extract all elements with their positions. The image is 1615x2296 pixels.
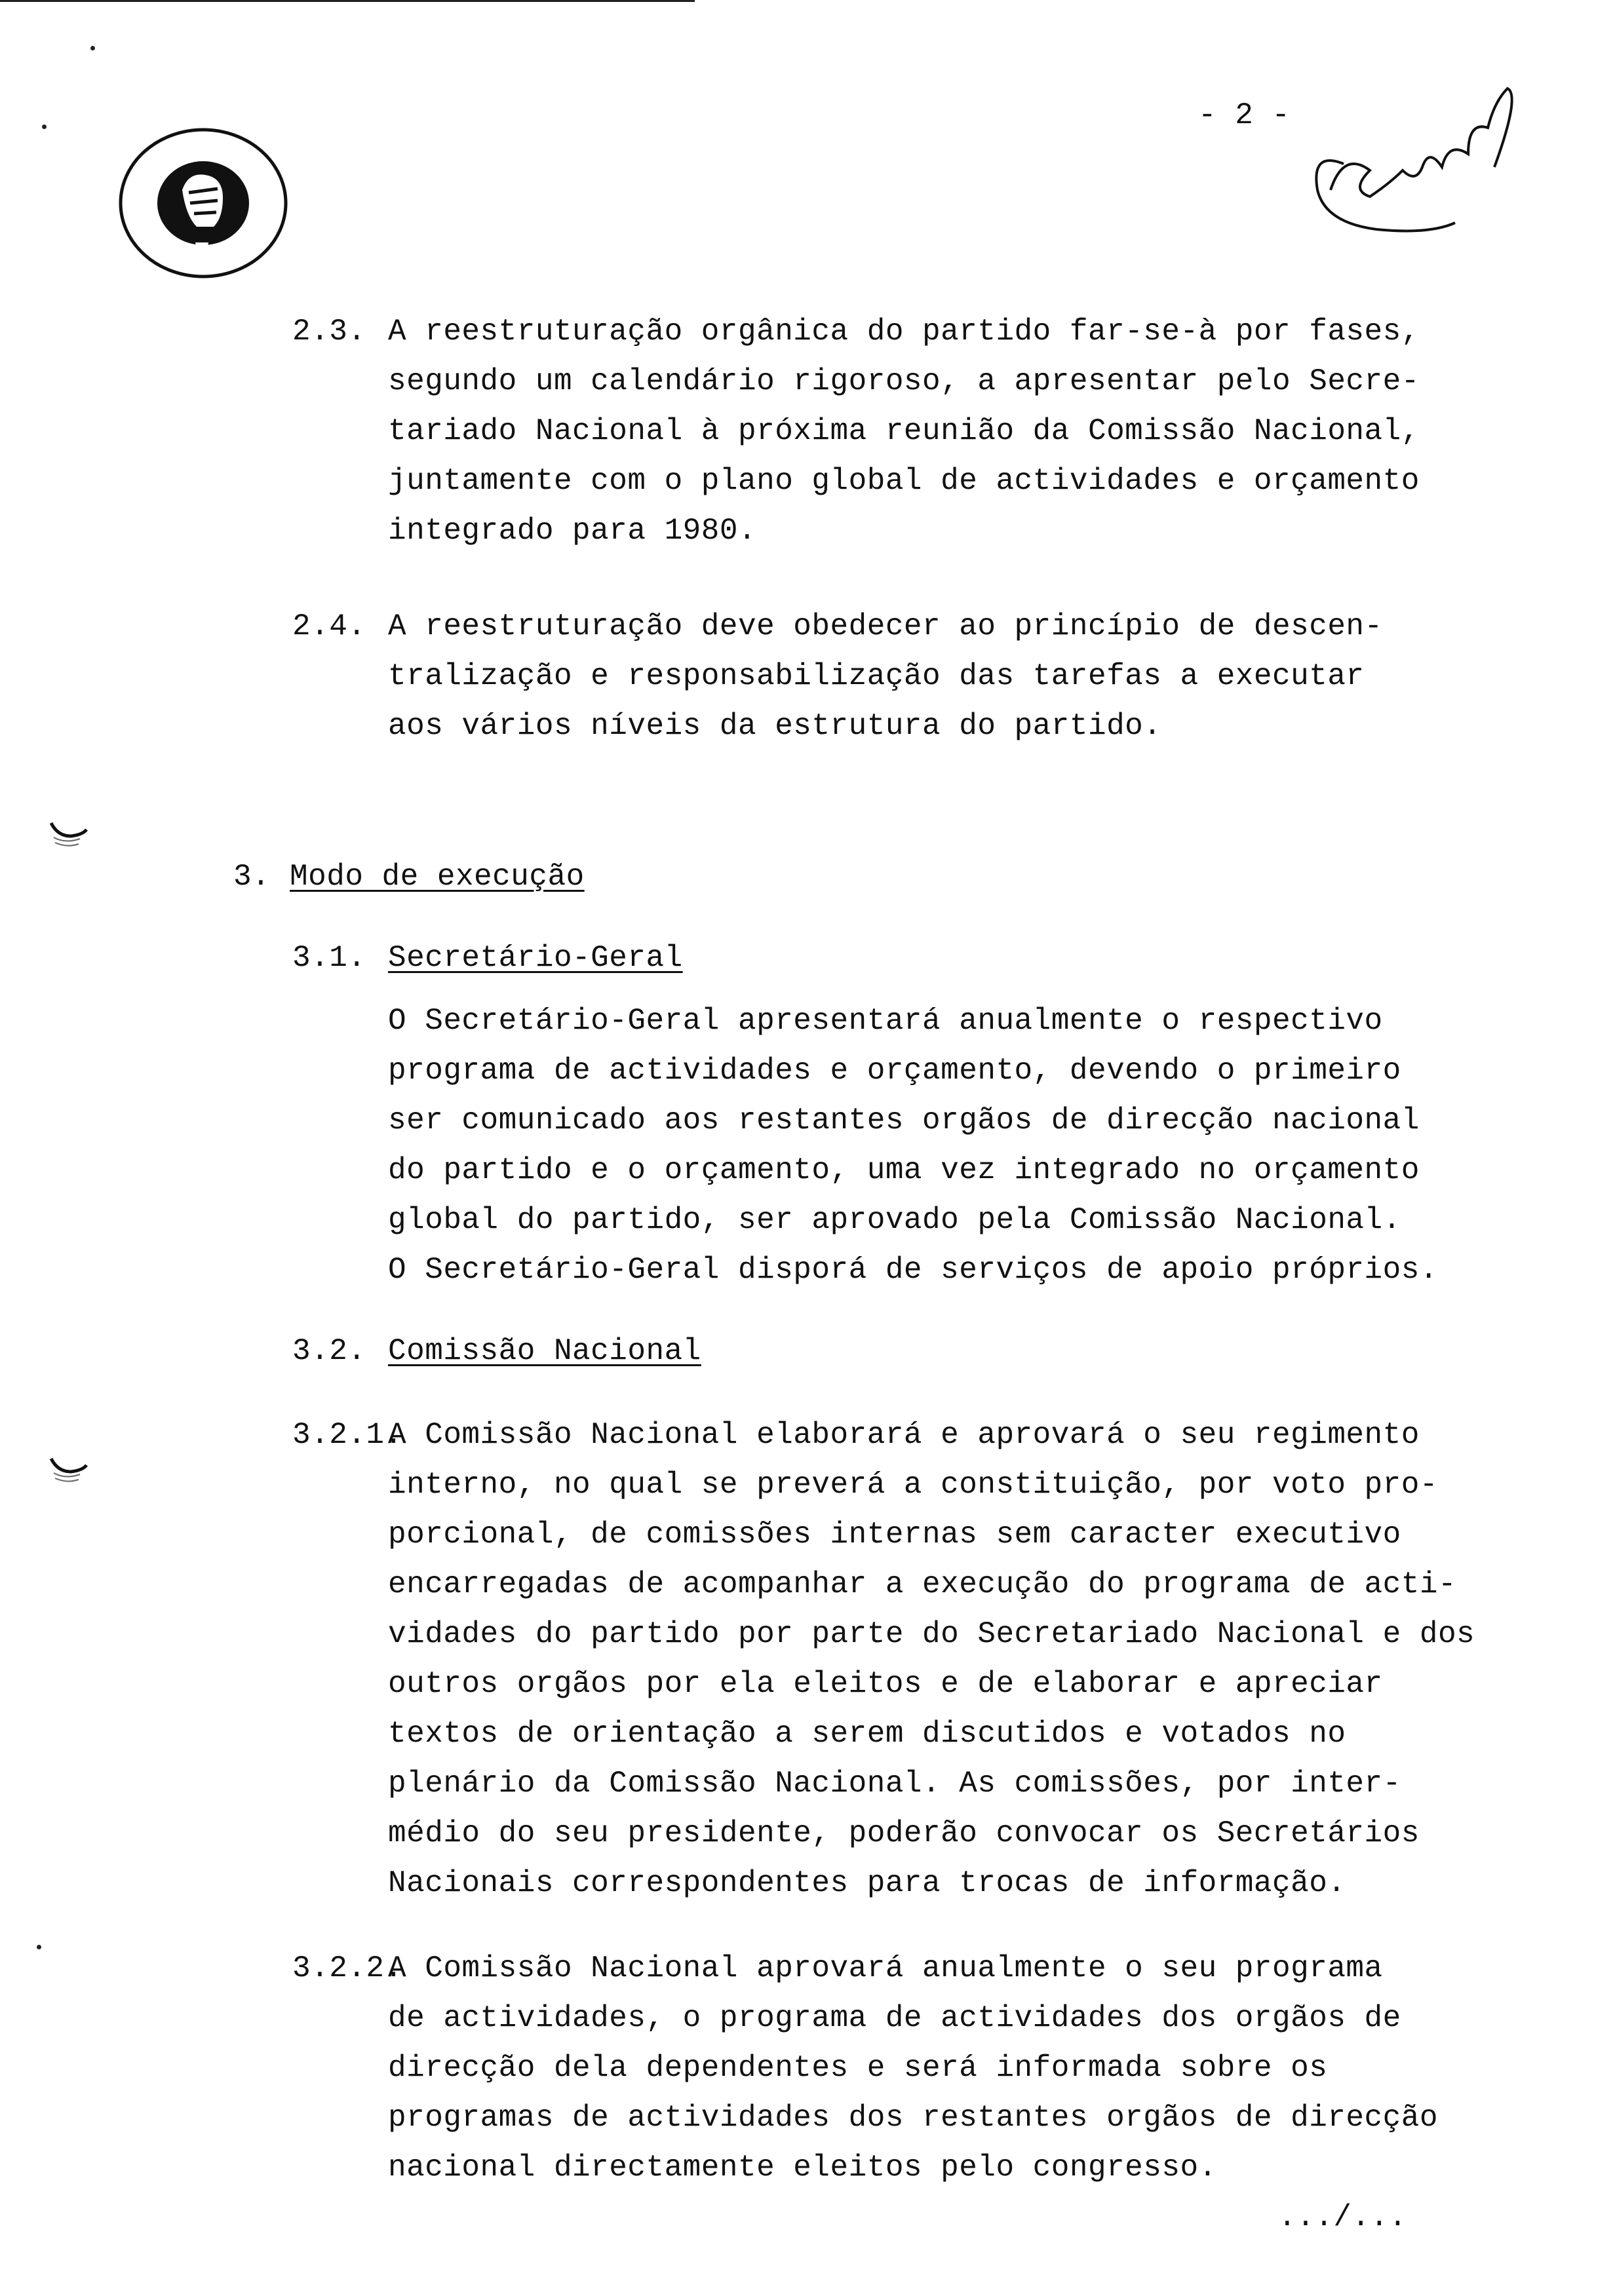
text-line: textos de orientação a serem discutidos e votados no [388,1717,1346,1751]
section-number: 2.4. [292,609,366,643]
section-number: 2.3. [292,315,366,349]
text-line: segundo um calendário rigoroso, a apresentar pelo Secre- [388,364,1420,398]
text-line: programa de actividades e orçamento, devendo o primeiro [388,1054,1401,1088]
section-number: 3.1. [292,941,366,975]
paragraph-3-2-2 [388,1943,1438,2192]
margin-mark [46,814,92,860]
section-title: Modo de execução [290,860,585,894]
page-number: - 2 - [1198,98,1291,132]
text-line: global do partido, ser aprovado pela Comissão Nacional. [388,1203,1401,1237]
text-line: Nacionais correspondentes para trocas de informação. [388,1866,1346,1900]
text-line: do partido e o orçamento, uma vez integrado no orçamento [388,1153,1420,1187]
text-line: O Secretário-Geral disporá de serviços de apoio próprios. [388,1253,1438,1287]
margin-mark [46,1449,92,1495]
text-line: ser comunicado aos restantes orgãos de direcção nacional [388,1103,1420,1138]
text-line: médio do seu presidente, poderão convocar os Secretários [388,1816,1420,1850]
text-line: A reestruturação deve obedecer ao princípio de descen- [388,609,1383,643]
text-line: programas de actividades dos restantes orgãos de direcção [388,2101,1438,2135]
section-number: 3. [233,860,271,894]
section-title: Secretário-Geral [388,941,683,975]
paragraph-3-2-1 [388,1410,1475,1908]
paragraph-2-4 [388,602,1383,751]
continuation-marker: .../... [1278,2200,1407,2234]
text-line: plenário da Comissão Nacional. As comissões, por inter- [388,1767,1401,1801]
text-line: interno, no qual se preverá a constituição, por voto pro- [388,1468,1438,1502]
party-logo [111,124,295,282]
top-rule [0,0,695,2]
section-number: 3.2.1. [292,1418,403,1452]
text-line: outros orgãos por ela eleitos e de elaborar e apreciar [388,1667,1383,1701]
text-line: tralização e responsabilização das tarefas a executar [388,659,1365,693]
speck [42,124,47,129]
section-title: Comissão Nacional [388,1334,701,1368]
text-line: tariado Nacional à próxima reunião da Comissão Nacional, [388,414,1420,448]
text-line: A reestruturação orgânica do partido far-se-à por fases, [388,315,1420,349]
text-line: vidades do partido por parte do Secretariado Nacional e dos [388,1617,1475,1651]
text-line: A Comissão Nacional aprovará anualmente o seu programa [388,1951,1383,1985]
paragraph-3-1 [388,996,1438,1295]
text-line: aos vários níveis da estrutura do partido. [388,709,1162,743]
text-line: integrado para 1980. [388,514,757,548]
speck [90,46,95,50]
speck [37,1945,41,1949]
text-line: O Secretário-Geral apresentará anualmente o respectivo [388,1004,1383,1038]
section-number: 3.2.2. [292,1951,403,1985]
text-line: de actividades, o programa de actividades dos orgãos de [388,2001,1401,2035]
text-line: direcção dela dependentes e será informada sobre os [388,2051,1328,2085]
text-line: encarregadas de acompanhar a execução do programa de acti- [388,1567,1457,1601]
text-line: porcional, de comissões internas sem caracter executivo [388,1518,1401,1552]
text-line: nacional directamente eleitos pelo congresso. [388,2151,1217,2185]
paragraph-2-3 [388,307,1420,556]
handwritten-signature [1285,59,1560,256]
text-line: A Comissão Nacional elaborará e aprovará o seu regimento [388,1418,1420,1452]
text-line: juntamente com o plano global de actividades e orçamento [388,464,1420,498]
section-number: 3.2. [292,1334,366,1368]
